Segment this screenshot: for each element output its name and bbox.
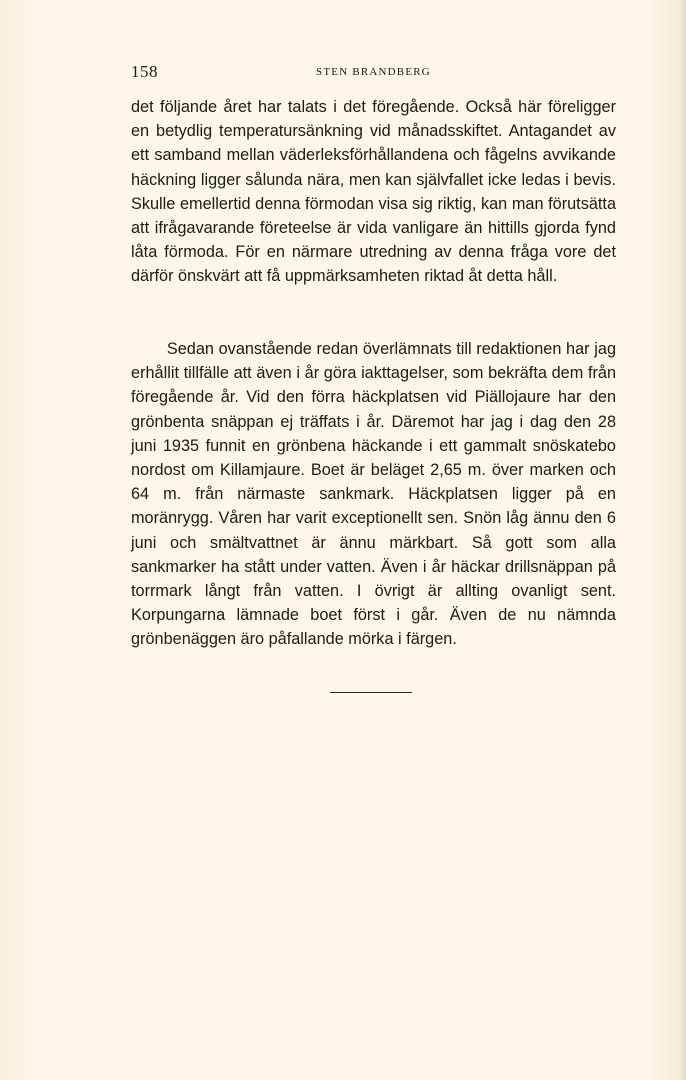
paragraph-1-text: det följande året har talats i det föregående. Också här föreligger en betydlig temperatursänkning vid månadsskiftet. Antagandet av ett samband mellan väderleksförhållandena och fågelns avvikande häckning ligger sålunda nära, men kan självfallet icke ledas i bevis. Skulle emellertid denna förmodan visa sig riktig, kan man förutsätta att ifrågavarande företeelse är vida vanligare än hittills gjorda fynd låta förmoda. För en närmare utredning av denna fråga vore det därför önskvärt att få uppmärksamheten riktad åt detta håll. — [131, 98, 616, 286]
paragraph-2-text: Sedan ovanstående redan överlämnats till redaktionen har jag erhållit tillfälle att även i år göra iakttagelser, som bekräfta dem från föregående år. Vid den förra häckplatsen vid Piällojaure har den grönbenta snäppan ej träffats i år. Däremot har jag i dag den 28 juni 1935 funnit en grönbena häckande i ett gammalt snöskatebo nordost om Killamjaure. Boet är beläget 2,65 m. över marken och 64 m. från närmaste sankmark. Häckplatsen ligger på en moränrygg. Våren har varit exceptionellt sen. Snön låg ännu den 6 juni och smältvattnet är ännu märkbart. Så gott som alla sankmarker ha stått under vatten. Även i år häckar drillsnäppan på torrmark långt från vatten. I övrigt är allting ovanligt sent. Korpungarna lämnade boet först i går. Även de nu nämnda grönbenäggen äro påfallande mörka i färgen. — [131, 340, 616, 649]
paragraph-2 — [131, 337, 616, 652]
page-edge-shadow — [678, 0, 686, 1080]
page-header — [131, 62, 616, 86]
paragraph-1 — [131, 95, 616, 289]
page-number: 158 — [131, 62, 158, 81]
end-rule-divider — [330, 692, 412, 693]
running-head: STEN BRANDBERG — [316, 66, 431, 78]
